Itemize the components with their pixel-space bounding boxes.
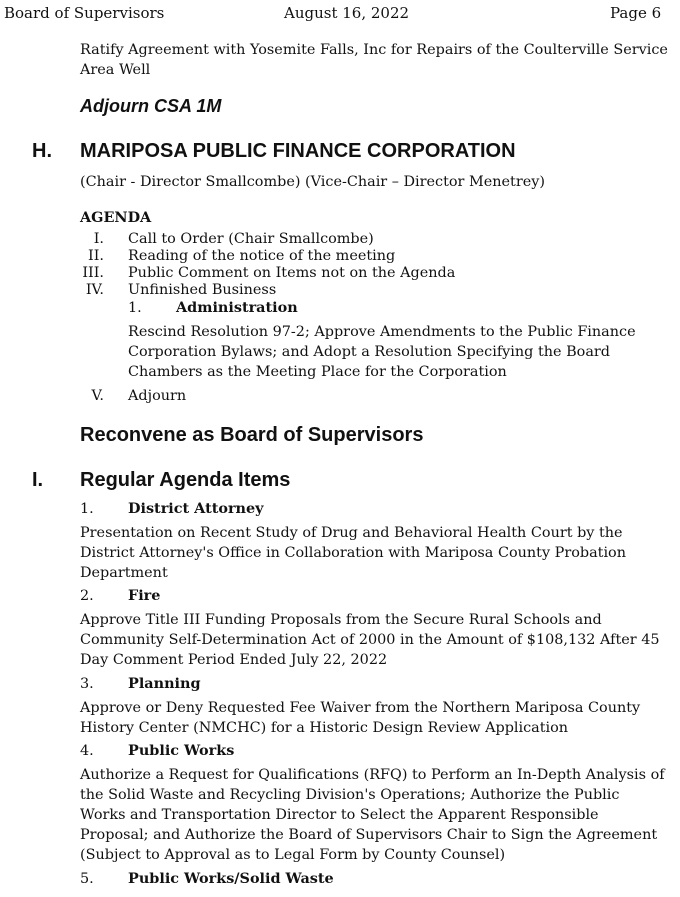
header-page: Page 6 <box>610 4 662 22</box>
regular-item-line: Community Self-Determination Act of 2000 in the Amount of $108,132 After 45 <box>80 632 660 648</box>
regular-item-title: Planning <box>128 675 201 692</box>
regular-item-line: Presentation on Recent Study of Drug and Behavioral Health Court by the <box>80 525 623 541</box>
regular-item-num: 3. <box>80 676 94 692</box>
regular-item-num: 4. <box>80 743 94 759</box>
regular-item-line: History Center (NMCHC) for a Historic Design Review Application <box>80 720 569 736</box>
agenda-item-text: Adjourn <box>128 388 187 404</box>
agenda-item-num: I. <box>93 231 104 247</box>
header-date: August 16, 2022 <box>284 4 410 22</box>
regular-item-title: Fire <box>128 587 161 604</box>
regular-item-num: 2. <box>80 588 94 604</box>
adjourn-csa-heading: Adjourn CSA 1M <box>80 96 222 116</box>
regular-item-title: Public Works <box>128 742 235 759</box>
section-i-title: Regular Agenda Items <box>80 469 291 491</box>
regular-item-line: Works and Transportation Director to Select the Apparent Responsible <box>80 807 599 823</box>
agenda-item-text: Public Comment on Items not on the Agenda <box>128 265 456 281</box>
regular-item-line: Proposal; and Authorize the Board of Supervisors Chair to Sign the Agreement <box>80 827 658 843</box>
sub-item-line: Rescind Resolution 97-2; Approve Amendments to the Public Finance <box>128 324 636 340</box>
section-h-chairs: (Chair - Director Smallcombe) (Vice-Chair – Director Menetrey) <box>80 174 545 190</box>
sub-item-num: 1. <box>128 300 142 316</box>
agenda-item-text: Reading of the notice of the meeting <box>128 248 396 264</box>
agenda-item-num: IV. <box>85 282 104 298</box>
agenda-item-num: III. <box>82 265 104 281</box>
regular-item-title: Public Works/Solid Waste <box>128 870 334 887</box>
regular-item-line: Department <box>80 565 168 581</box>
agenda-label: AGENDA <box>80 209 152 226</box>
agenda-item-text: Call to Order (Chair Smallcombe) <box>128 231 374 247</box>
regular-item-num: 1. <box>80 501 94 517</box>
regular-item-line: (Subject to Approval as to Legal Form by County Counsel) <box>80 847 506 863</box>
section-h-letter: H. <box>32 140 52 162</box>
regular-item-line: Approve or Deny Requested Fee Waiver from the Northern Mariposa County <box>80 700 641 716</box>
csa-item-line1: Ratify Agreement with Yosemite Falls, Inc for Repairs of the Coulterville Service <box>80 42 668 58</box>
header-left: Board of Supervisors <box>4 4 165 22</box>
regular-item-line: Authorize a Request for Qualifications (RFQ) to Perform an In-Depth Analysis of <box>80 767 665 783</box>
regular-item-line: Approve Title III Funding Proposals from the Secure Rural Schools and <box>80 612 602 628</box>
reconvene-heading: Reconvene as Board of Supervisors <box>80 424 424 446</box>
agenda-item-text: Unfinished Business <box>128 282 277 298</box>
regular-item-title: District Attorney <box>128 500 264 517</box>
agenda-item-num: V. <box>91 388 104 404</box>
agenda-item-num: II. <box>88 248 104 264</box>
section-i-letter: I. <box>32 469 44 491</box>
regular-item-num: 5. <box>80 871 94 887</box>
regular-item-line: District Attorney's Office in Collaboration with Mariposa County Probation <box>80 545 626 561</box>
csa-item-line2: Area Well <box>80 62 151 78</box>
section-h-title: MARIPOSA PUBLIC FINANCE CORPORATION <box>80 140 516 162</box>
sub-item-line: Corporation Bylaws; and Adopt a Resolution Specifying the Board <box>128 344 610 360</box>
sub-item-title: Administration <box>176 299 298 316</box>
regular-item-line: the Solid Waste and Recycling Division's Operations; Authorize the Public <box>80 787 620 803</box>
regular-item-line: Day Comment Period Ended July 22, 2022 <box>80 652 388 668</box>
sub-item-line: Chambers as the Meeting Place for the Corporation <box>128 364 507 380</box>
